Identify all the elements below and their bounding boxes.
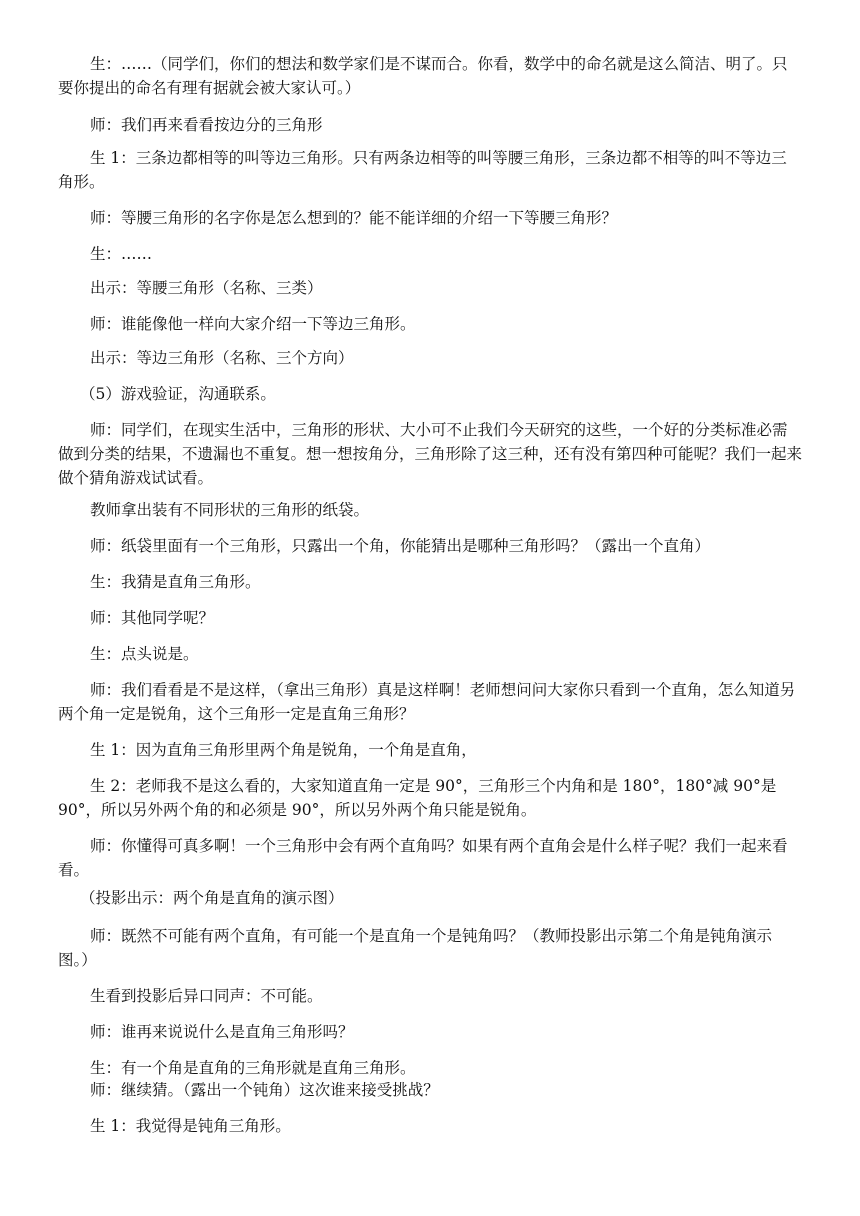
paragraph: 师：纸袋里面有一个三角形，只露出一个角，你能猜出是哪种三角形吗？（露出一个直角）: [90, 537, 711, 555]
paragraph: 教师拿出装有不同形状的三角形的纸袋。: [90, 501, 370, 519]
paragraph: 生：我猜是直角三角形。: [90, 573, 261, 591]
paragraph: 师：继续猜。（露出一个钝角）这次谁来接受挑战？: [90, 1081, 439, 1099]
paragraph: 师：既然不可能有两个直角，有可能一个是直角一个是钝角吗？（教师投影出示第二个角是钝角演示图。）: [58, 927, 773, 969]
paragraph: 出示：等腰三角形（名称、三类）: [90, 279, 323, 297]
paragraph: 出示：等边三角形（名称、三个方向）: [90, 349, 354, 367]
paragraph: 生 1：因为直角三角形里两个角是锐角，一个角是直角，: [90, 741, 477, 759]
paragraph: 生：……（同学们，你们的想法和数学家们是不谋而合。你看，数学中的命名就是这么简洁、明了。只要你提出的命名有理有据就会被大家认可。）: [58, 55, 788, 97]
paragraph: 生 2：老师我不是这么看的，大家知道直角一定是 90°，三角形三个内角和是 180°，180°减 90°是 90°，所以另外两个角的和必须是 90°，所以另外两个角只能是锐角。: [58, 777, 777, 819]
paragraph: 生 1：三条边都相等的叫等边三角形。只有两条边相等的叫等腰三角形，三条边都不相等的叫不等边三角形。: [58, 149, 787, 191]
paragraph: 生：点头说是。: [90, 645, 199, 663]
paragraph: 生 1：我觉得是钝角三角形。: [90, 1117, 291, 1135]
paragraph: 师：我们看看是不是这样，（拿出三角形）真是这样啊！老师想问问大家你只看到一个直角，怎么知道另两个角一定是锐角，这个三角形一定是直角三角形？: [58, 681, 796, 723]
paragraph: 师：谁再来说说什么是直角三角形吗？: [90, 1023, 354, 1041]
paragraph: 生看到投影后异口同声：不可能。: [90, 987, 323, 1005]
section-heading: （5）游戏验证，沟通联系。: [80, 385, 276, 403]
paragraph: 师：我们再来看看按边分的三角形: [90, 116, 323, 134]
paragraph: 师：你懂得可真多啊！一个三角形中会有两个直角吗？如果有两个直角会是什么样子呢？我们一起来看看。: [58, 837, 788, 879]
paragraph: 师：同学们，在现实生活中，三角形的形状、大小可不止我们今天研究的这些，一个好的分类标准必需做到分类的结果，不遗漏也不重复。想一想按角分，三角形除了这三种，还有没有第四种可能呢？我们一起来做个猜角游戏试试看。: [58, 421, 803, 487]
paragraph: 生：有一个角是直角的三角形就是直角三角形。: [90, 1059, 416, 1077]
paragraph: （投影出示：两个角是直角的演示图）: [80, 889, 344, 907]
paragraph: 师：其他同学呢？: [90, 609, 215, 627]
paragraph: 师：谁能像他一样向大家介绍一下等边三角形。: [90, 315, 416, 333]
paragraph: 生：……: [90, 245, 153, 263]
paragraph: 师：等腰三角形的名字你是怎么想到的？能不能详细的介绍一下等腰三角形？: [90, 209, 618, 227]
